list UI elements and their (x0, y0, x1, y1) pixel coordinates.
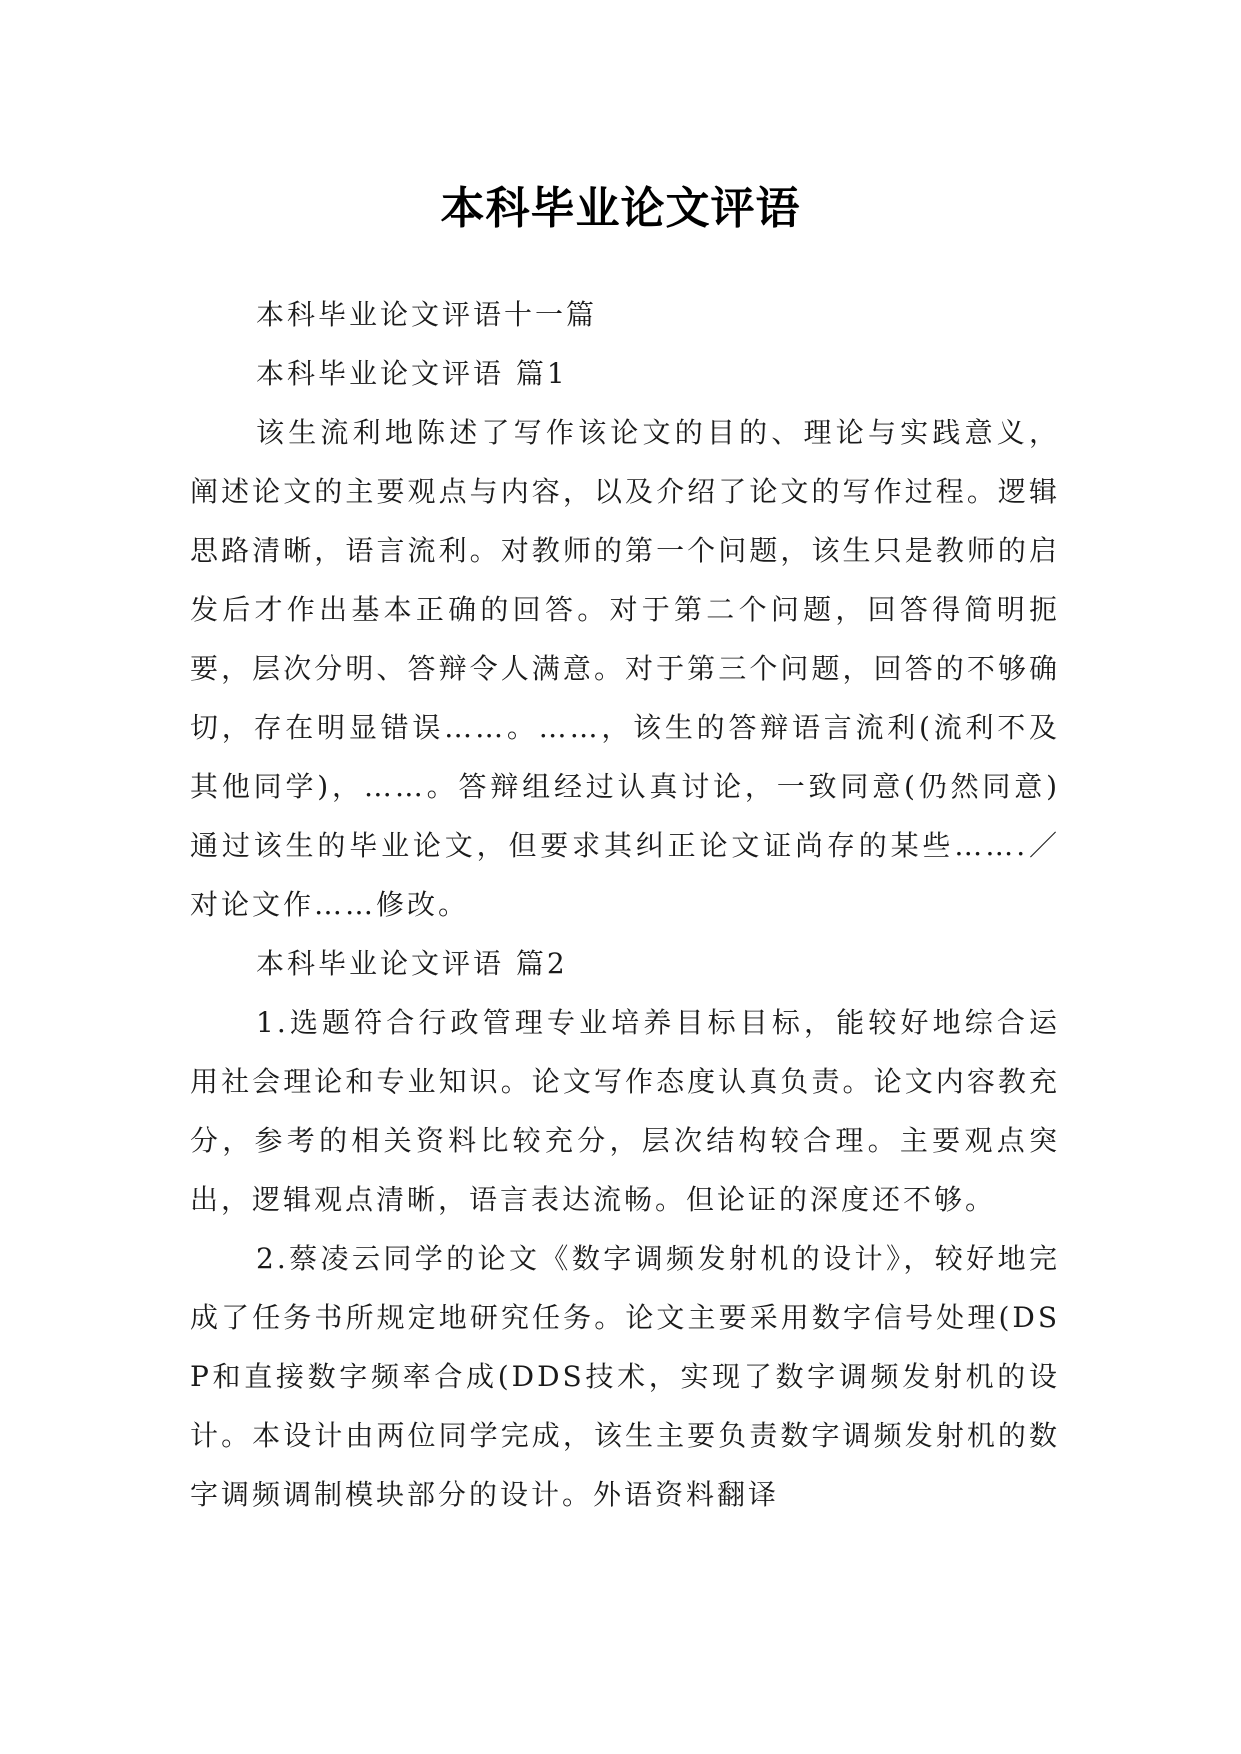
paragraph-subtitle: 本科毕业论文评语十一篇 (256, 298, 598, 331)
paragraph-body: 2.蔡凌云同学的论文《数字调频发射机的设计》，较好地完成了任务书所规定地研究任务。论文主要采用数字信号处理(DSP和直接数字频率合成(DDS技术，实现了数字调频发射机的设计。本设计由两位同学完成，该生主要负责数字调频发射机的数字调频调制模块部分的设计。外语资料翻译 (190, 1242, 1060, 1511)
paragraph-section-heading-1: 本科毕业论文评语 篇1 (256, 357, 568, 390)
paragraph-body: 该生流利地陈述了写作该论文的目的、理论与实践意义，阐述论文的主要观点与内容，以及介绍了论文的写作过程。逻辑思路清晰，语言流利。对教师的第一个问题，该生只是教师的启发后才作出基本正确的回答。对于第二个问题，回答得简明扼要，层次分明、答辩令人满意。对于第三个问题，回答的不够确切，存在明显错误……。……，该生的答辩语言流利(流利不及其他同学)，……。答辩组经过认真讨论，一致同意(仍然同意)通过该生的毕业论文，但要求其纠正论文证尚存的某些…….／对论文作……修改。 (190, 416, 1060, 921)
document-title: 本科毕业论文评语 (440, 183, 801, 235)
paragraph-body: 1.选题符合行政管理专业培养目标目标，能较好地综合运用社会理论和专业知识。论文写作态度认真负责。论文内容教充分，参考的相关资料比较充分，层次结构较合理。主要观点突出，逻辑观点清晰，语言表达流畅。但论证的深度还不够。 (190, 1006, 1060, 1216)
document-body (190, 285, 1060, 1524)
paragraph-section-heading-2: 本科毕业论文评语 篇2 (256, 947, 568, 980)
